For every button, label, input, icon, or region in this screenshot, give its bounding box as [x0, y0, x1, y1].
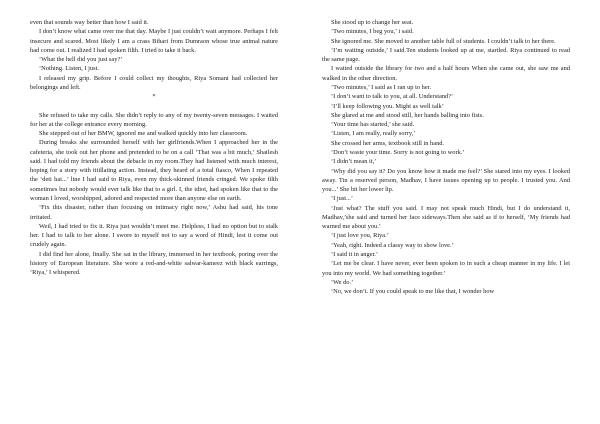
paragraph: ‘I said it in anger.’: [331, 251, 379, 259]
paragraph: ‘I didn’t mean it,’: [331, 158, 377, 166]
paragraph: She refused to take my calls. She didn’t reply to any of my twenty-seven messages. I waited for her at the college entrance every morning.: [30, 111, 278, 128]
paragraph: ‘I’ll keep following you. Might as well talk’: [331, 102, 444, 110]
paragraph: She ignored me. She moved to another table full of students. I couldn’t talk to her there.: [331, 37, 556, 45]
paragraph: ‘Nothing. Listen, I just.: [39, 65, 99, 73]
paragraph: ‘Two minutes,’ I said as I ran up to her.: [331, 83, 432, 91]
section-break: *: [152, 93, 156, 101]
paragraph: Weil, I had tried to fix it. Riya just wouldn’t meet me. Helpless, I had no option but to stalk her. I had to talk to her alone. I swore to myself not to say a word of Hindi, lest it come out crudely again.: [30, 222, 278, 249]
paragraph: ‘I just love you, Riya.’: [331, 232, 389, 240]
paragraph: ‘Your time has started,’ she said.: [331, 121, 415, 129]
paragraph: I did find her alone, finally. She sat in the library, immersed in her textbook, poring over the history of European literature. She wore a red-and-white salwar-kameez with black earrings, ‘Riya,’ I whispered.: [30, 250, 278, 277]
paragraph: ‘Listen, I am really, really sorry,’: [331, 130, 416, 138]
paragraph: ‘I don’t want to talk to you, at all. Understand?’: [331, 93, 454, 101]
paragraph: She glared at me and stood still, her hands balling into fists.: [331, 111, 484, 119]
paragraph: ‘I’m waiting outside,’ I said.Ten students looked up at me, startled. Riya continued to read the same page.: [322, 46, 570, 64]
paragraph: ‘What the hell did you just say?’: [39, 56, 123, 64]
paragraph: I released my grip. Before I could collect my thoughts, Riya Somani had collected her belongings and left.: [30, 74, 278, 91]
paragraph: I waited outside the library for two and a half hours When she came out, she saw me and walked in the other direction.: [322, 65, 570, 82]
paragraph: I don’t know what came over me that day. Maybe I just couldn’t wait anymore. Perhaps I felt insecure and scared. Most likely I am a crass Bihari from Dumraon whose true animal nature had come out. I realized I had spoken filth. I tried to take it back.: [30, 28, 278, 54]
paragraph: ‘Let me be clear. I have never, ever been spoken to in such a cheap manner in my life. I let you into my world. We had something together.’: [322, 260, 570, 277]
paragraph: even that sounds way better than how I said it.: [30, 19, 149, 26]
paragraph: ‘We do.’: [331, 278, 354, 286]
paragraph: ‘Just what? The stuff you said. I may not speak much Hindi, but I do understand it, Madhav,’she said and turned her face sideways.Then she said as if to herself, ‘My friends had warned me about you.’: [322, 204, 570, 231]
paragraph: She crossed her arms, textbook still in hand.: [331, 139, 445, 147]
left-column: [30, 18, 278, 278]
paragraph: ‘I just...’: [331, 195, 354, 203]
paragraph: ‘Don’t waste your time. Sorry is not going to work.’: [331, 148, 465, 156]
paragraph: ‘Fix this disaster, rather than focusing on intimacy right now,’ Ashu had said, his tone irritated.: [30, 204, 278, 221]
paragraph: During breaks she surrounded herself with her girlfriends.When I approached her in the cafeteria, she took out her phone and pretended to be on a call ‘That was a bit much,’ Shailesh said. I had told my friends about the debacle in my room.They had listened with much interest, hoping for a story with titillating action. Instead, they heard of a total fiasco, When I repeated the ‘deti hai...’ line I had said to Riya, even my thick-skinned friends cringed. We spoke filth sometimes but nobody would ever talk like that to a girl. I, the idiot, had spoken like that to the woman I loved, worshipped, adored and respected more than anyone else on earth.: [30, 139, 278, 203]
paragraph: She stood up to change her seat.: [331, 19, 414, 26]
paragraph: ‘No, we don’t. If you could speak to me like that, I wonder how: [331, 288, 495, 296]
paragraph: ‘Two minutes, I beg you,’ i said.: [331, 28, 414, 36]
paragraph: ‘Yeah, right. Indeed a classy way to show love.’: [331, 241, 454, 249]
right-column: [322, 18, 570, 296]
paragraph: She stepped out of her BMW, ignored me and walked quickly into her classroom.: [39, 130, 248, 138]
paragraph: ‘Why did you say it? Do you know how it made me feel?’ She stared into my eyes. I looked away. Tin a reserved person, Madhav, I have issues opening up to people. I trusted you. And you...’ She bit her lower lip.: [322, 167, 570, 194]
